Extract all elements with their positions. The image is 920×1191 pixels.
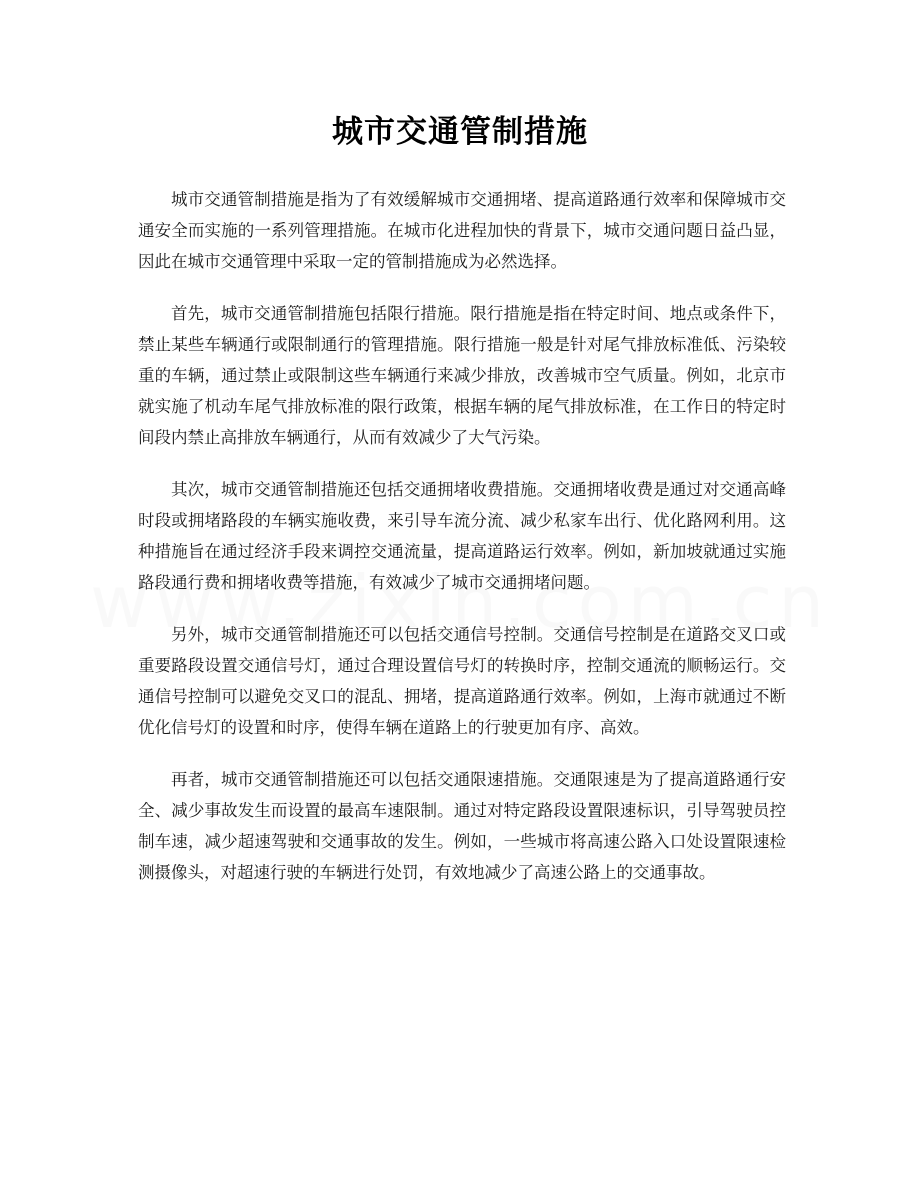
paragraph-speed-limit: 再者，城市交通管制措施还可以包括交通限速措施。交通限速是为了提高道路通行安全、减少事故发生而设置的最高车速限制。通过对特定路段设置限速标识，引导驾驶员控制车速，减少超速驾驶和交通事故的发生。例如，一些城市将高速公路入口处设置限速检测摄像头，对超速行驶的车辆进行处罚，有效地减少了高速公路上的交通事故。	[138, 770, 786, 882]
paragraph-restriction: 首先，城市交通管制措施包括限行措施。限行措施是指在特定时间、地点或条件下，禁止某些车辆通行或限制通行的管理措施。限行措施一般是针对尾气排放标准低、污染较重的车辆，通过禁止或限制这些车辆通行来减少排放，改善城市空气质量。例如，北京市就实施了机动车尾气排放标准的限行政策，根据车辆的尾气排放标准，在工作日的特定时间段内禁止高排放车辆通行，从而有效减少了大气污染。	[138, 304, 786, 447]
document-title: 城市交通管制措施	[332, 114, 588, 150]
document-body	[138, 184, 786, 909]
paragraph-congestion-charge: 其次，城市交通管制措施还包括交通拥堵收费措施。交通拥堵收费是通过对交通高峰时段或拥堵路段的车辆实施收费，来引导车流分流、减少私家车出行、优化路网利用。这种措施旨在通过经济手段来调控交通流量，提高道路运行效率。例如，新加坡就通过实施路段通行费和拥堵收费等措施，有效减少了城市交通拥堵问题。	[138, 480, 786, 592]
paragraph-intro: 城市交通管制措施是指为了有效缓解城市交通拥堵、提高道路通行效率和保障城市交通安全而实施的一系列管理措施。在城市化进程加快的背景下，城市交通问题日益凸显，因此在城市交通管理中采取一定的管制措施成为必然选择。	[138, 190, 786, 271]
paragraph-signal-control: 另外，城市交通管制措施还可以包括交通信号控制。交通信号控制是在道路交叉口或重要路段设置交通信号灯，通过合理设置信号灯的转换时序，控制交通流的顺畅运行。交通信号控制可以避免交叉口的混乱、拥堵，提高道路通行效率。例如，上海市就通过不断优化信号灯的设置和时序，使得车辆在道路上的行驶更加有序、高效。	[138, 625, 786, 737]
